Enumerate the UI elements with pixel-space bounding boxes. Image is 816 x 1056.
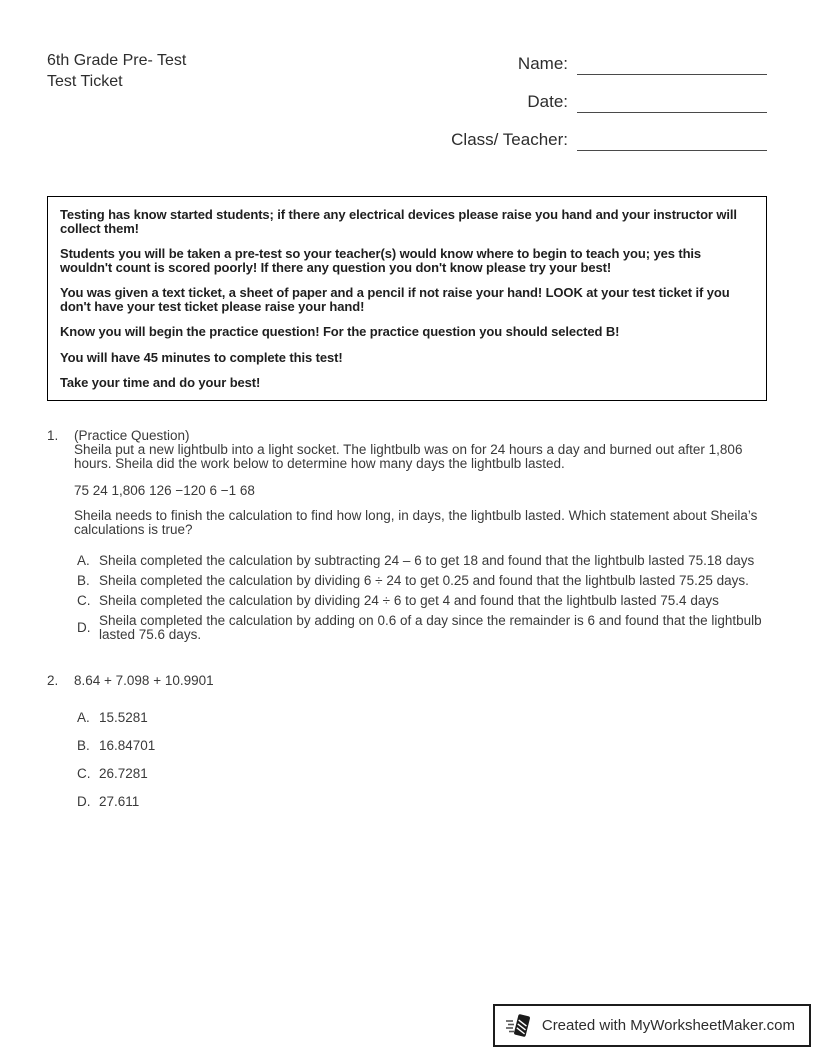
question-2-body xyxy=(74,674,767,823)
question-1-option-a xyxy=(74,554,767,568)
worksheet-title-line2: Test Ticket xyxy=(47,73,123,90)
instruction-paragraph-3: You was given a text ticket, a sheet of paper and a pencil if not raise your hand! LOOK at your test ticket if you don't have your test ticket please raise your hand! xyxy=(60,285,730,314)
option-text: 15.5281 xyxy=(99,709,148,725)
option-letter: D. xyxy=(77,793,91,809)
question-1-option-b xyxy=(74,574,767,588)
option-letter: B. xyxy=(77,737,90,753)
worksheet-title-line1: 6th Grade Pre- Test xyxy=(47,52,187,69)
date-label: Date: xyxy=(527,92,568,111)
option-text: Sheila completed the calculation by dividing 24 ÷ 6 to get 4 and found that the lightbulb lasted 75.4 days xyxy=(99,592,719,608)
worksheet-title xyxy=(47,50,186,92)
option-letter: A. xyxy=(77,552,90,568)
question-2-option-c xyxy=(74,767,767,781)
question-1-work-shown: 75 24 1,806 126 −120 6 −1 68 xyxy=(74,482,255,498)
question-2-prompt: 8.64 + 7.098 + 10.9901 xyxy=(74,672,214,688)
question-2-number: 2. xyxy=(47,672,59,688)
page-header xyxy=(0,0,816,151)
question-1-number: 1. xyxy=(47,427,59,443)
class-teacher-field-row xyxy=(451,129,767,151)
question-1-options xyxy=(74,554,767,642)
option-text: Sheila completed the calculation by dividing 6 ÷ 24 to get 0.25 and found that the lightbulb lasted 75.25 days. xyxy=(99,572,749,588)
question-2 xyxy=(47,674,767,823)
instruction-paragraph-4: Know you will begin the practice question! For the practice question you should selected B! xyxy=(60,324,620,339)
flying-worksheet-icon xyxy=(505,1012,533,1039)
option-letter: C. xyxy=(77,765,91,781)
question-1-prompt: Sheila put a new lightbulb into a light socket. The lightbulb was on for 24 hours a day and burned out after 1,806 hours. Sheila did the work below to determine how many days the lightbulb lasted. xyxy=(74,441,743,471)
credit-text: Created with MyWorksheetMaker.com xyxy=(541,1017,795,1034)
question-1-option-c xyxy=(74,594,767,608)
class-teacher-label: Class/ Teacher: xyxy=(451,130,568,149)
option-letter: C. xyxy=(77,592,91,608)
question-1-body xyxy=(74,429,767,648)
date-blank-line xyxy=(577,91,767,113)
question-2-option-a xyxy=(74,711,767,725)
instruction-paragraph-5: You will have 45 minutes to complete this test! xyxy=(60,349,343,365)
option-letter: B. xyxy=(77,572,90,588)
worksheet-maker-credit-badge xyxy=(493,1004,811,1047)
class-teacher-blank-line xyxy=(577,129,767,151)
question-1 xyxy=(47,429,767,648)
option-text: Sheila completed the calculation by adding on 0.6 of a day since the remainder is 6 and found that the lightbulb lasted 75.6 days. xyxy=(99,612,762,642)
test-instructions-box xyxy=(47,196,767,401)
option-letter: A. xyxy=(77,709,90,725)
instruction-paragraph-2: Students you will be taken a pre-test so your teacher(s) would know where to begin to teach you; yes this wouldn't count is scored poorly! If there any question you don't know please try your best! xyxy=(60,246,702,275)
option-letter: D. xyxy=(77,619,91,635)
student-info-fields xyxy=(451,53,767,151)
name-label: Name: xyxy=(517,54,568,73)
option-text: Sheila completed the calculation by subtracting 24 – 6 to get 18 and found that the lightbulb lasted 75.18 days xyxy=(99,552,755,568)
option-text: 16.84701 xyxy=(99,737,156,753)
option-text: 27.611 xyxy=(99,793,140,809)
question-1-preface: (Practice Question) xyxy=(74,427,190,443)
name-blank-line xyxy=(577,53,767,75)
instruction-paragraph-1: Testing has know started students; if there any electrical devices please raise you hand and your instructor will collect them! xyxy=(60,207,737,236)
questions-section xyxy=(47,429,767,823)
question-2-option-b xyxy=(74,739,767,753)
question-1-followup: Sheila needs to finish the calculation to find how long, in days, the lightbulb lasted. Which statement about Sheila’s calculations is true? xyxy=(74,507,758,537)
instruction-paragraph-6: Take your time and do your best! xyxy=(60,375,261,390)
question-2-options xyxy=(74,711,767,809)
question-2-option-d xyxy=(74,795,767,809)
question-1-option-d xyxy=(74,614,767,642)
name-field-row xyxy=(451,53,767,75)
option-text: 26.7281 xyxy=(99,765,148,781)
date-field-row xyxy=(451,91,767,113)
